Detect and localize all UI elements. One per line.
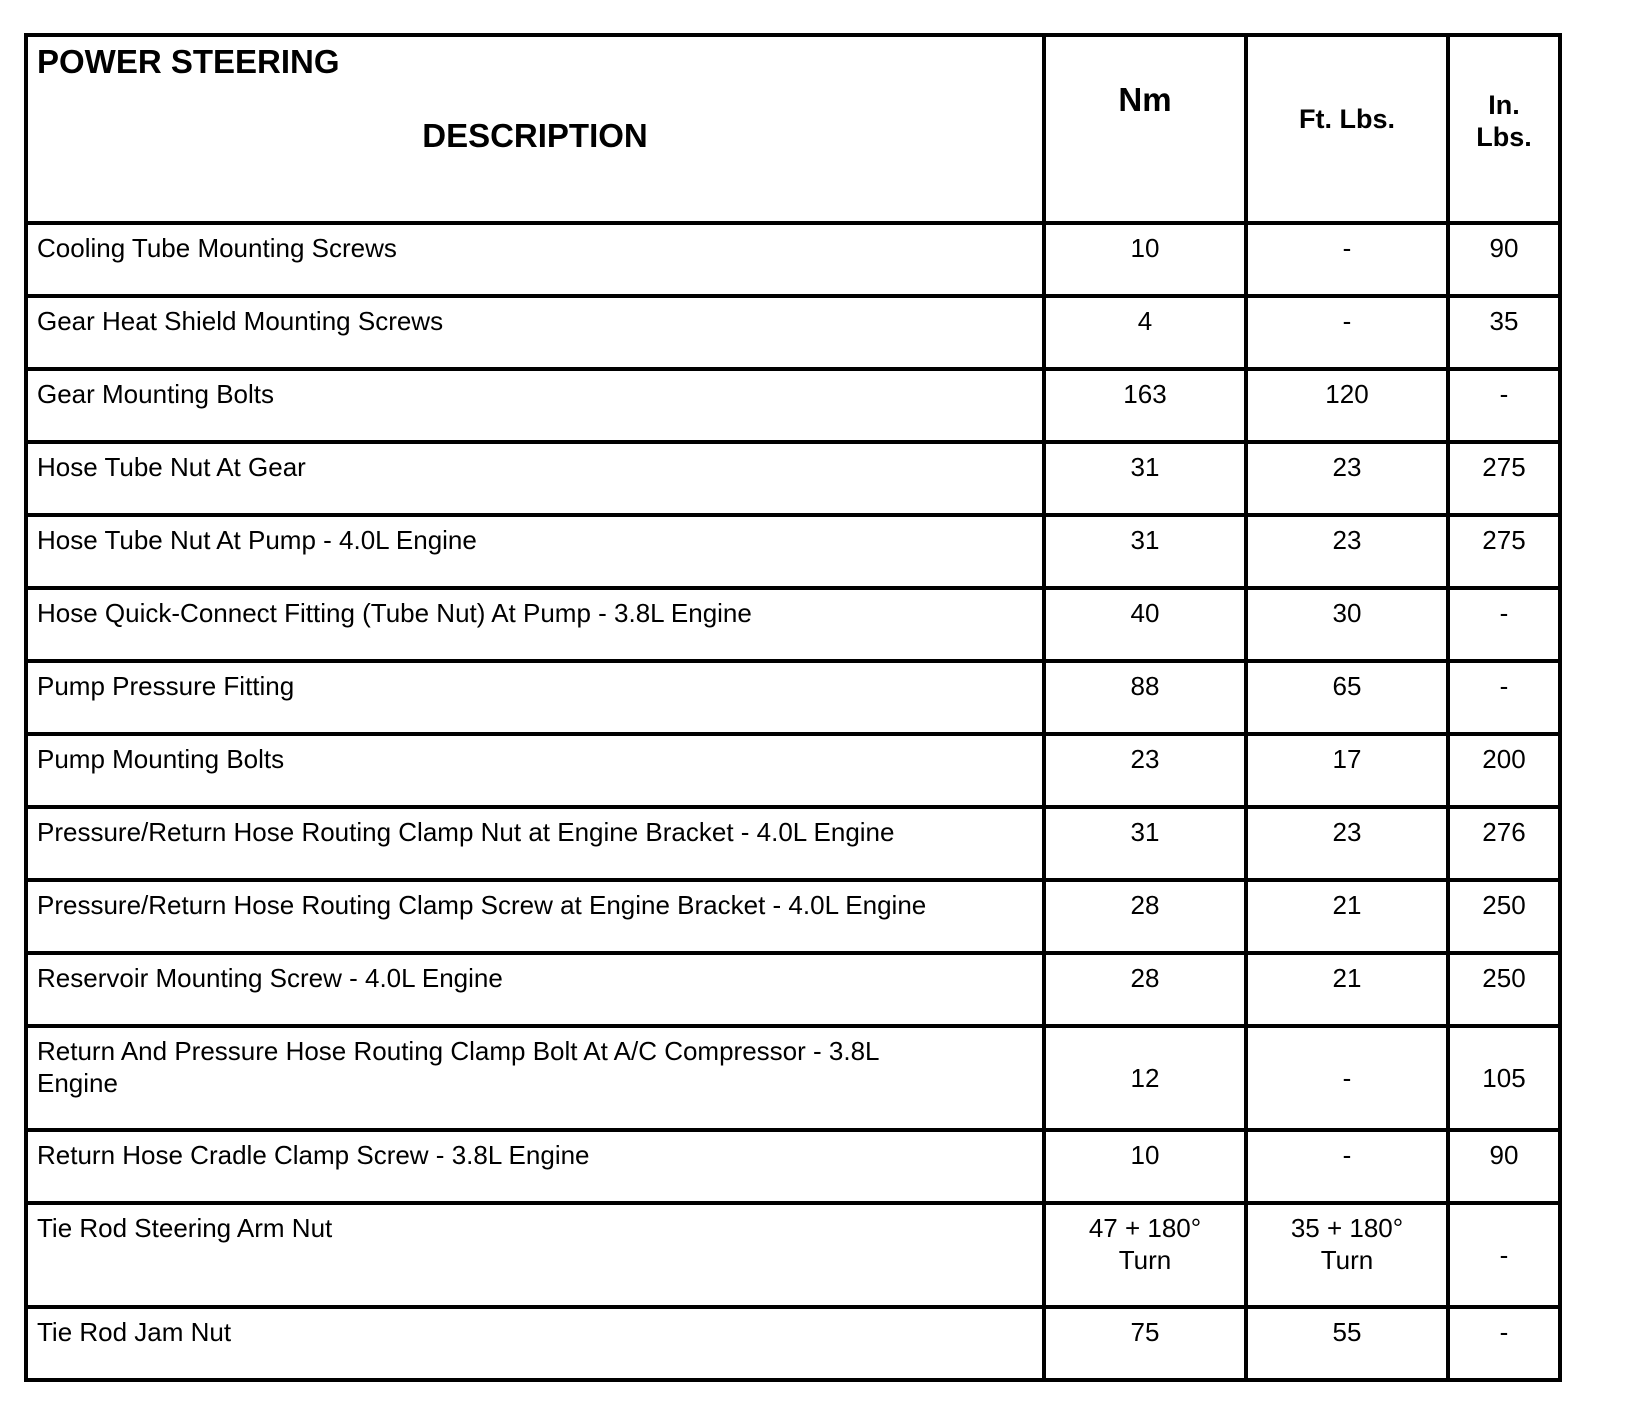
in-lbs-cell: 200 — [1448, 734, 1560, 807]
ft-lbs-cell: 23 — [1246, 515, 1448, 588]
description-cell: Hose Quick-Connect Fitting (Tube Nut) At Pump - 3.8L Engine — [26, 588, 1044, 661]
ft-lbs-cell: - — [1246, 296, 1448, 369]
nm-cell: 88 — [1044, 661, 1246, 734]
table-row — [26, 369, 1560, 442]
table-row — [26, 807, 1560, 880]
description-cell: Return Hose Cradle Clamp Screw - 3.8L Engine — [26, 1130, 1044, 1203]
in-lbs-cell: - — [1448, 369, 1560, 442]
torque-spec-table — [24, 33, 1562, 1382]
nm-cell: 163 — [1044, 369, 1246, 442]
nm-cell: 12 — [1044, 1026, 1246, 1130]
table-row — [26, 1307, 1560, 1380]
ft-lbs-header-cell — [1246, 35, 1448, 223]
ft-lbs-cell: - — [1246, 1026, 1448, 1130]
description-cell: Gear Heat Shield Mounting Screws — [26, 296, 1044, 369]
description-cell: Tie Rod Jam Nut — [26, 1307, 1044, 1380]
in-lbs-cell: 90 — [1448, 223, 1560, 296]
nm-cell: 23 — [1044, 734, 1246, 807]
nm-cell: 31 — [1044, 442, 1246, 515]
description-column-header: DESCRIPTION — [422, 117, 648, 154]
description-cell: Tie Rod Steering Arm Nut — [26, 1203, 1044, 1307]
ft-lbs-cell: 65 — [1246, 661, 1448, 734]
in-lbs-cell: 276 — [1448, 807, 1560, 880]
table-row — [26, 1203, 1560, 1307]
table-row — [26, 296, 1560, 369]
nm-cell: 31 — [1044, 515, 1246, 588]
in-lbs-cell: - — [1448, 1203, 1560, 1307]
ft-lbs-cell: 21 — [1246, 880, 1448, 953]
description-cell: Pump Pressure Fitting — [26, 661, 1044, 734]
description-line2: Engine — [37, 1068, 118, 1098]
description-cell: Hose Tube Nut At Pump - 4.0L Engine — [26, 515, 1044, 588]
nm-line1: 47 + 180° — [1088, 1213, 1202, 1243]
in-lbs-header-line1: In. — [1488, 90, 1520, 120]
description-cell — [26, 1026, 1044, 1130]
description-cell: Reservoir Mounting Screw - 4.0L Engine — [26, 953, 1044, 1026]
table-row — [26, 953, 1560, 1026]
description-cell: Pressure/Return Hose Routing Clamp Nut at Engine Bracket - 4.0L Engine — [26, 807, 1044, 880]
nm-cell: 40 — [1044, 588, 1246, 661]
in-lbs-cell: - — [1448, 661, 1560, 734]
ft-lbs-cell: 21 — [1246, 953, 1448, 1026]
ft-lbs-line1: 35 + 180° — [1290, 1213, 1404, 1243]
table-row — [26, 515, 1560, 588]
table-row — [26, 1026, 1560, 1130]
table-row — [26, 734, 1560, 807]
ft-lbs-cell: 30 — [1246, 588, 1448, 661]
table-row — [26, 223, 1560, 296]
ft-lbs-cell: 17 — [1246, 734, 1448, 807]
description-cell: Gear Mounting Bolts — [26, 369, 1044, 442]
nm-column-header: Nm — [1118, 81, 1172, 118]
nm-header-cell — [1044, 35, 1246, 223]
in-lbs-header-cell — [1448, 35, 1560, 223]
in-lbs-cell: 105 — [1448, 1026, 1560, 1130]
ft-lbs-cell: 23 — [1246, 442, 1448, 515]
header-row — [26, 35, 1560, 223]
in-lbs-cell: 250 — [1448, 953, 1560, 1026]
in-lbs-cell: - — [1448, 588, 1560, 661]
ft-lbs-line2: Turn — [1320, 1245, 1374, 1275]
table-row — [26, 442, 1560, 515]
table-row — [26, 880, 1560, 953]
description-cell: Hose Tube Nut At Gear — [26, 442, 1044, 515]
table-row — [26, 588, 1560, 661]
ft-lbs-cell: - — [1246, 223, 1448, 296]
section-title: POWER STEERING — [37, 43, 340, 80]
nm-cell: 4 — [1044, 296, 1246, 369]
in-lbs-cell: - — [1448, 1307, 1560, 1380]
table-row — [26, 1130, 1560, 1203]
description-cell: Cooling Tube Mounting Screws — [26, 223, 1044, 296]
in-lbs-column-header — [1450, 37, 1558, 153]
ft-lbs-cell: - — [1246, 1130, 1448, 1203]
nm-line2: Turn — [1118, 1245, 1172, 1275]
nm-cell — [1044, 1203, 1246, 1307]
description-line1: Return And Pressure Hose Routing Clamp Bolt At A/C Compressor - 3.8L — [37, 1036, 880, 1066]
nm-cell: 28 — [1044, 953, 1246, 1026]
nm-cell: 10 — [1044, 223, 1246, 296]
description-header-cell — [26, 35, 1044, 223]
in-lbs-cell: 250 — [1448, 880, 1560, 953]
in-lbs-cell: 35 — [1448, 296, 1560, 369]
nm-cell: 28 — [1044, 880, 1246, 953]
ft-lbs-cell — [1246, 1203, 1448, 1307]
nm-cell: 31 — [1044, 807, 1246, 880]
ft-lbs-cell: 23 — [1246, 807, 1448, 880]
description-cell: Pressure/Return Hose Routing Clamp Screw at Engine Bracket - 4.0L Engine — [26, 880, 1044, 953]
description-cell: Pump Mounting Bolts — [26, 734, 1044, 807]
in-lbs-cell: 90 — [1448, 1130, 1560, 1203]
in-lbs-cell: 275 — [1448, 442, 1560, 515]
table-row — [26, 661, 1560, 734]
nm-cell: 75 — [1044, 1307, 1246, 1380]
ft-lbs-cell: 55 — [1246, 1307, 1448, 1380]
in-lbs-cell: 275 — [1448, 515, 1560, 588]
nm-cell: 10 — [1044, 1130, 1246, 1203]
in-lbs-header-line2: Lbs. — [1476, 122, 1532, 152]
ft-lbs-column-header: Ft. Lbs. — [1299, 104, 1395, 134]
ft-lbs-cell: 120 — [1246, 369, 1448, 442]
